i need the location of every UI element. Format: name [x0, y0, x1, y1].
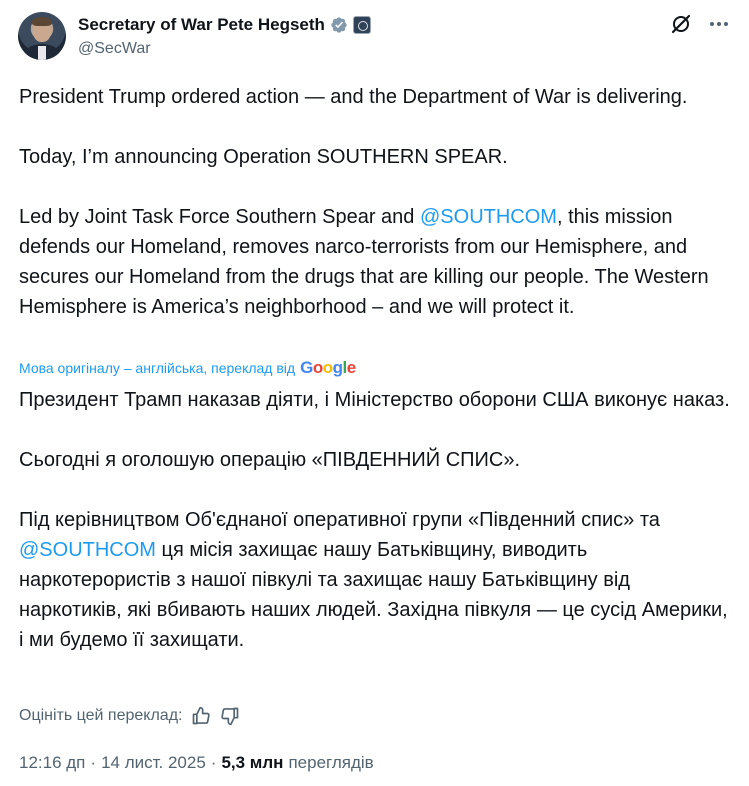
google-logo: Google	[300, 358, 356, 377]
tweet-header	[18, 12, 731, 62]
translation-note[interactable]	[19, 357, 356, 379]
meta-separator: ·	[210, 753, 217, 772]
tweet-date[interactable]: 14 лист. 2025	[101, 753, 206, 772]
views-label: переглядів	[288, 753, 374, 772]
display-name[interactable]: Secretary of War Pete Hegseth	[78, 15, 325, 34]
tweet-text	[19, 82, 729, 322]
rating-label: Оцініть цей переклад:	[19, 707, 183, 724]
grok-icon[interactable]	[669, 12, 693, 36]
tweet-paragraph-2: Today, I’m announcing Operation SOUTHERN SPEAR.	[19, 146, 508, 168]
tweet-paragraph-3-start: Led by Joint Task Force Southern Spear and	[19, 206, 420, 228]
author-handle[interactable]: @SecWar	[78, 40, 151, 57]
verified-badge-icon[interactable]	[330, 16, 348, 34]
translation-rating	[19, 704, 240, 728]
thumbs-up-icon[interactable]	[191, 706, 211, 726]
more-options-icon[interactable]	[707, 12, 731, 36]
translated-paragraph-3-end: ця місія захищає нашу Батьківщину, виводить наркотерористів з нашої півкулі та захищає нашу Батьківщину від наркотиків, які вбивають наших людей. Західна півкуля — це сусід Америки, і ми будемо її захищати.	[19, 539, 734, 651]
meta-separator: ·	[90, 753, 97, 772]
southcom-translated-mention-link[interactable]: @SOUTHCOM	[19, 539, 156, 561]
translated-paragraph-1: Президент Трамп наказав діяти, і Міністерство оборони США виконує наказ.	[19, 389, 730, 411]
tweet-time[interactable]: 12:16 дп	[19, 753, 86, 772]
avatar[interactable]	[18, 12, 66, 60]
government-affiliate-badge-icon[interactable]	[353, 16, 371, 34]
translated-paragraph-2: Сьогодні я оголошую операцію «ПІВДЕННИЙ СПИС».	[19, 449, 521, 471]
tweet-paragraph-3-end: , this mission defends our Homeland, removes narco-terrorists from our Hemisphere, and secures our Homeland from the drugs that are killing our people. The Western Hemisphere is America’s neighborhood – and we will protect it.	[19, 206, 715, 318]
thumbs-down-icon[interactable]	[220, 706, 240, 726]
tweet-meta	[19, 751, 374, 775]
translated-text	[19, 385, 734, 655]
author-names	[78, 14, 371, 58]
southcom-mention-link[interactable]: @SOUTHCOM	[420, 206, 557, 228]
tweet-paragraph-1: President Trump ordered action — and the Department of War is delivering.	[19, 86, 688, 108]
translation-note-text[interactable]: Мова оригіналу – англійська, переклад від	[19, 360, 296, 376]
display-name-row	[78, 14, 371, 36]
translated-paragraph-3-start: Під керівництвом Об'єднаної оперативної групи «Південний спис» та	[19, 509, 666, 531]
views-count[interactable]: 5,3 млн	[221, 753, 284, 772]
